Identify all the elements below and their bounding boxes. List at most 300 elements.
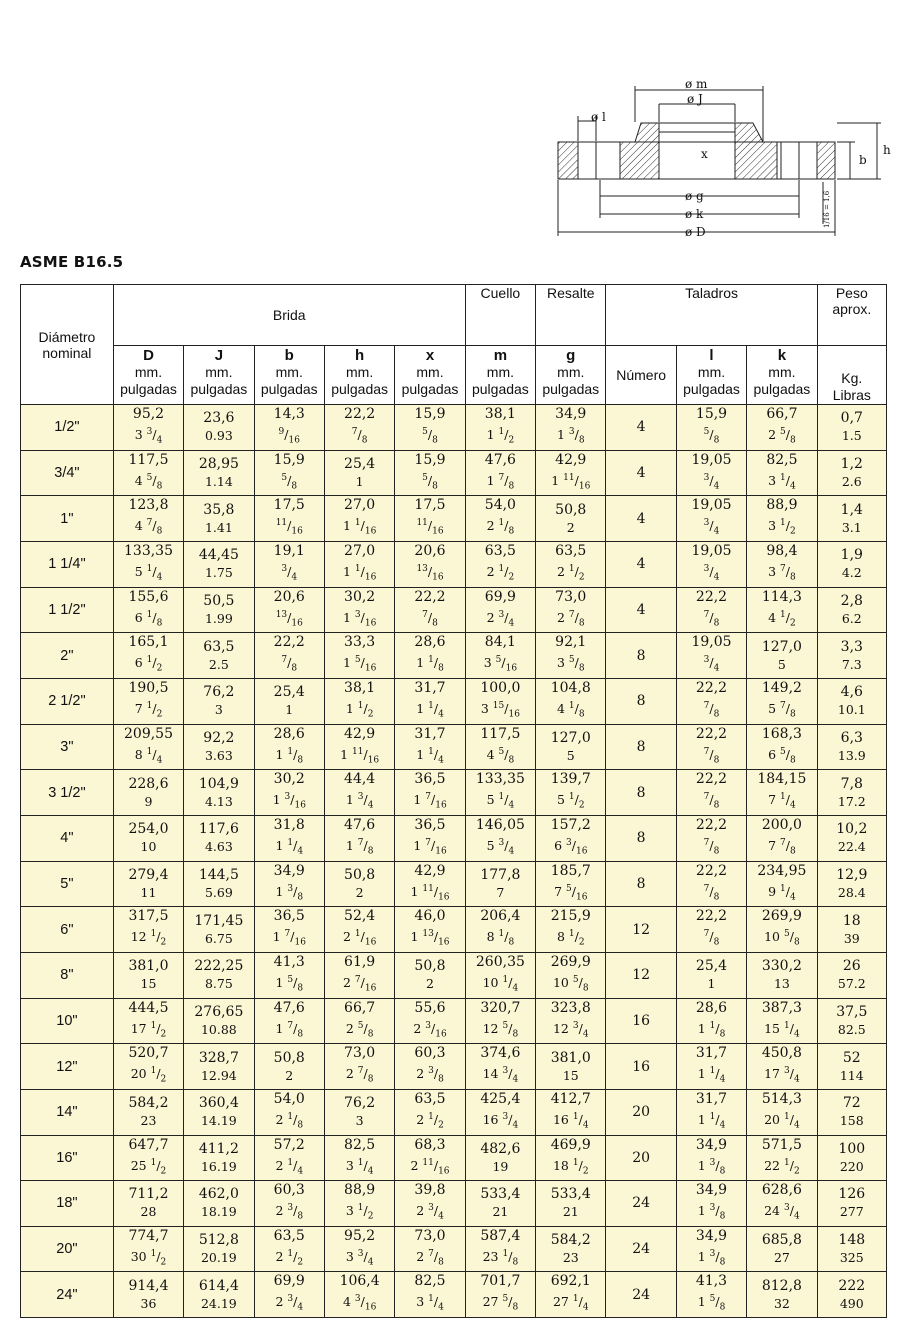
- value-in: 3 $^1/_2$: [345, 1203, 374, 1222]
- value-mm: 42,9: [344, 725, 376, 742]
- value-in: $^7/_8$: [703, 700, 720, 720]
- cell-w: [817, 998, 886, 1044]
- value-mm: 15,9: [414, 451, 446, 468]
- value-mm: 50,8: [344, 866, 376, 883]
- value-in: 18 $^1/_2$: [552, 1157, 589, 1177]
- value-mm: 1,4: [840, 501, 863, 518]
- cell-g: [536, 1044, 606, 1090]
- unit-mm: mm.: [486, 364, 514, 380]
- cell-w: [817, 1044, 886, 1090]
- value-mm: 222: [838, 1277, 866, 1294]
- header-col-k: [747, 346, 817, 405]
- cell-numero: 20: [606, 1089, 676, 1135]
- table-row: [21, 1181, 887, 1227]
- cell-m: [465, 1272, 535, 1318]
- cell-g: [536, 450, 606, 496]
- table-body: [21, 405, 887, 1318]
- value-in: 23 $^1/_8$: [482, 1248, 519, 1268]
- table-row: [21, 1044, 887, 1090]
- value-mm: 17,5: [414, 497, 446, 514]
- value-in: 28: [140, 1204, 157, 1220]
- header-col-d: [113, 346, 183, 405]
- cell-h: [324, 450, 394, 496]
- value-mm: 123,8: [128, 497, 169, 514]
- value-in: 6 $^3/_{16}$: [554, 837, 588, 857]
- value-in: $^3/_4$: [281, 563, 298, 583]
- cell-numero: 8: [606, 815, 676, 861]
- value-mm: 54,0: [273, 1090, 305, 1107]
- value-mm: 60,3: [414, 1045, 446, 1062]
- cell-d: [113, 952, 183, 998]
- value-mm: 47,6: [484, 451, 516, 468]
- symbol-k: k: [777, 347, 787, 364]
- cell-b: [254, 1226, 324, 1272]
- cell-k: [747, 998, 817, 1044]
- table-row: [21, 1226, 887, 1272]
- value-mm: 50,8: [273, 1049, 305, 1066]
- value-mm: 0,7: [840, 410, 863, 427]
- cell-numero: 8: [606, 770, 676, 816]
- value-mm: 155,6: [128, 588, 169, 605]
- cell-d: [113, 998, 183, 1044]
- value-in: 10: [140, 839, 157, 855]
- value-mm: 100,0: [480, 679, 521, 696]
- value-in: 1 $^3/_8$: [697, 1157, 726, 1177]
- value-in: 2 $^3/_4$: [275, 1294, 304, 1314]
- value-in: 17.2: [837, 793, 866, 809]
- value-in: $^5/_8$: [422, 427, 438, 446]
- cell-b: [254, 1181, 324, 1227]
- value-mm: 234,95: [757, 862, 807, 879]
- value-in: 3 $^5/_{16}$: [483, 655, 518, 674]
- cell-j: [184, 1181, 254, 1227]
- cell-b: [254, 587, 324, 633]
- value-mm: 63,5: [555, 542, 587, 559]
- value-in: 1 $^7/_{16}$: [413, 837, 447, 857]
- cell-l: [676, 678, 746, 724]
- value-mm: 31,7: [695, 1090, 728, 1107]
- unit-in: pulgadas: [542, 381, 600, 397]
- cell-x: [395, 998, 465, 1044]
- unit-mm: mm.: [205, 364, 233, 380]
- cell-k: [747, 861, 817, 907]
- value-in: 325: [839, 1250, 864, 1266]
- value-in: 2: [566, 519, 575, 535]
- value-in: 10.1: [837, 702, 866, 718]
- value-mm: 25,4: [695, 958, 728, 975]
- cell-w: [817, 861, 886, 907]
- value-in: $^7/_8$: [422, 609, 438, 629]
- value-mm: 7,8: [840, 775, 863, 792]
- value-mm: 215,9: [550, 908, 591, 925]
- value-in: 7 $^1/_2$: [134, 700, 163, 720]
- table-row: [21, 405, 887, 451]
- value-mm: 149,2: [761, 679, 802, 696]
- cell-d: [113, 861, 183, 907]
- value-in: 2.5: [208, 656, 229, 672]
- value-in: 24 $^3/_4$: [764, 1203, 800, 1222]
- cell-l: [676, 1226, 746, 1272]
- value-mm: 222,25: [194, 958, 244, 975]
- cell-j: [184, 998, 254, 1044]
- value-in: 220: [839, 1158, 864, 1174]
- cell-b: [254, 450, 324, 496]
- value-in: 4.13: [204, 793, 233, 809]
- value-in: 3 $^1/_4$: [345, 1157, 374, 1177]
- value-mm: 63,5: [414, 1090, 446, 1107]
- value-in: 12.94: [200, 1067, 237, 1083]
- table-row: [21, 450, 887, 496]
- cell-m: [465, 815, 535, 861]
- cell-x: [395, 1044, 465, 1090]
- value-in: 28.4: [837, 884, 866, 900]
- value-mm: 69,9: [484, 588, 516, 605]
- cell-x: [395, 1089, 465, 1135]
- value-in: 1 $^5/_8$: [697, 1294, 726, 1314]
- value-in: $^7/_8$: [703, 883, 720, 903]
- value-mm: 52: [842, 1049, 861, 1066]
- value-in: 2.6: [841, 473, 862, 489]
- cell-b: [254, 541, 324, 587]
- value-mm: 19,05: [691, 451, 732, 468]
- value-in: 1 $^1/_4$: [416, 700, 444, 720]
- cell-nominal: 1/2": [21, 405, 114, 451]
- value-mm: 44,45: [198, 547, 239, 564]
- cell-w: [817, 1272, 886, 1318]
- cell-l: [676, 450, 746, 496]
- cell-k: [747, 1226, 817, 1272]
- cell-numero: 20: [606, 1135, 676, 1181]
- value-in: 5: [566, 747, 575, 763]
- value-mm: 127,0: [761, 638, 802, 655]
- cell-k: [747, 405, 817, 451]
- value-mm: 34,9: [273, 862, 305, 879]
- table-row: [21, 907, 887, 953]
- value-in: 3 $^3/_4$: [134, 427, 163, 446]
- header-brida: Brida: [113, 285, 465, 346]
- value-mm: 200,0: [761, 816, 802, 833]
- value-mm: 20,6: [273, 588, 305, 605]
- cell-x: [395, 450, 465, 496]
- cell-j: [184, 952, 254, 998]
- table-row: [21, 861, 887, 907]
- cell-m: [465, 861, 535, 907]
- cell-h: [324, 952, 394, 998]
- cell-numero: 4: [606, 541, 676, 587]
- cell-h: [324, 770, 394, 816]
- value-mm: 76,2: [203, 684, 235, 701]
- value-mm: 614,4: [198, 1277, 239, 1294]
- value-mm: 66,7: [344, 999, 376, 1016]
- cell-h: [324, 907, 394, 953]
- value-in: 5: [777, 656, 786, 672]
- cell-k: [747, 587, 817, 633]
- cell-nominal: 6": [21, 907, 114, 953]
- value-in: 1 $^3/_{16}$: [272, 792, 306, 811]
- value-mm: 30,2: [344, 588, 376, 605]
- value-in: 13.9: [837, 747, 866, 763]
- unit-mm: mm.: [768, 364, 796, 380]
- cell-k: [747, 815, 817, 861]
- header-col-x: [395, 346, 465, 405]
- cell-w: [817, 952, 886, 998]
- cell-w: [817, 815, 886, 861]
- value-mm: 165,1: [128, 634, 169, 651]
- unit-mm: mm.: [697, 364, 726, 380]
- sub-header-row: [21, 346, 887, 405]
- cell-m: [465, 405, 535, 451]
- value-in: 15: [562, 1067, 579, 1083]
- cell-m: [465, 450, 535, 496]
- cell-l: [676, 541, 746, 587]
- cell-m: [465, 1044, 535, 1090]
- value-in: 2 $^1/_2$: [486, 563, 515, 583]
- value-mm: 647,7: [128, 1136, 169, 1153]
- value-mm: 31,7: [695, 1045, 728, 1062]
- cell-k: [747, 907, 817, 953]
- value-mm: 15,9: [414, 406, 446, 422]
- value-mm: 571,5: [761, 1136, 802, 1153]
- table-row: [21, 678, 887, 724]
- value-in: 2 $^3/_4$: [486, 609, 515, 629]
- value-in: 7.3: [841, 656, 862, 672]
- value-mm: 34,9: [555, 406, 587, 422]
- value-in: 1 $^7/_8$: [275, 1020, 304, 1040]
- cell-w: [817, 587, 886, 633]
- unit-in: pulgadas: [401, 381, 459, 397]
- value-mm: 95,2: [132, 406, 165, 422]
- value-mm: 12,9: [836, 866, 868, 883]
- cell-x: [395, 770, 465, 816]
- value-mm: 31,8: [273, 816, 305, 833]
- cell-m: [465, 1135, 535, 1181]
- value-mm: 330,2: [761, 958, 802, 975]
- cell-h: [324, 496, 394, 542]
- value-mm: 520,7: [128, 1045, 169, 1062]
- value-in: 2 $^{11}/_{16}$: [410, 1157, 450, 1177]
- symbol-m: m: [493, 347, 508, 364]
- cell-d: [113, 815, 183, 861]
- cell-nominal: 14": [21, 1089, 114, 1135]
- cell-d: [113, 450, 183, 496]
- value-in: 1 $^1/_{16}$: [342, 518, 377, 537]
- cell-h: [324, 724, 394, 770]
- value-mm: 117,6: [198, 821, 239, 838]
- table-row: [21, 1089, 887, 1135]
- value-mm: 444,5: [128, 999, 169, 1016]
- cell-w: [817, 1135, 886, 1181]
- value-in: 3 $^{15}/_{16}$: [480, 700, 520, 720]
- cell-x: [395, 541, 465, 587]
- value-in: 9 $^1/_4$: [768, 883, 796, 903]
- value-mm: 1,9: [840, 547, 863, 564]
- cell-h: [324, 1044, 394, 1090]
- value-mm: 450,8: [761, 1045, 802, 1062]
- cell-h: [324, 1089, 394, 1135]
- cell-h: [324, 1226, 394, 1272]
- value-mm: 425,4: [480, 1090, 521, 1107]
- value-mm: 387,3: [761, 999, 802, 1016]
- table-row: [21, 496, 887, 542]
- value-in: 10 $^5/_8$: [764, 929, 800, 948]
- unit-in: pulgadas: [190, 381, 248, 397]
- value-mm: 17,5: [273, 497, 305, 514]
- cell-w: [817, 450, 886, 496]
- cell-numero: 4: [606, 587, 676, 633]
- cell-x: [395, 1226, 465, 1272]
- value-mm: 381,0: [128, 958, 169, 975]
- value-in: 7 $^1/_4$: [768, 792, 796, 811]
- cell-h: [324, 1135, 394, 1181]
- value-mm: 34,9: [695, 1136, 728, 1153]
- value-mm: 254,0: [128, 821, 169, 838]
- flange-dimension-table: [20, 284, 887, 1318]
- value-mm: 100: [838, 1140, 866, 1157]
- value-in: 1 $^5/_{16}$: [342, 655, 377, 674]
- unit-in: pulgadas: [260, 381, 318, 397]
- value-mm: 701,7: [480, 1273, 521, 1290]
- value-mm: 533,4: [480, 1186, 521, 1203]
- cell-g: [536, 861, 606, 907]
- diagram-label-g: ø g: [685, 189, 704, 203]
- cell-b: [254, 405, 324, 451]
- cell-b: [254, 1272, 324, 1318]
- value-mm: 41,3: [695, 1273, 728, 1290]
- cell-numero: 8: [606, 633, 676, 679]
- value-mm: 41,3: [273, 953, 305, 970]
- value-in: 2 $^1/_2$: [416, 1111, 444, 1131]
- value-mm: 22,2: [695, 908, 728, 925]
- value-in: 25 $^1/_2$: [130, 1157, 167, 1177]
- cell-l: [676, 1089, 746, 1135]
- value-mm: 69,9: [273, 1273, 305, 1290]
- cell-h: [324, 633, 394, 679]
- unit-mm: mm.: [557, 364, 585, 380]
- cell-numero: 12: [606, 952, 676, 998]
- standard-title: ASME B16.5: [20, 253, 124, 271]
- value-in: 2 $^3/_8$: [416, 1066, 444, 1085]
- cell-b: [254, 815, 324, 861]
- cell-b: [254, 724, 324, 770]
- diagram-label-x: x: [701, 147, 708, 161]
- header-col-m: [465, 346, 535, 405]
- value-mm: 44,4: [344, 771, 376, 788]
- value-mm: 19,05: [691, 542, 732, 559]
- value-in: 39: [843, 930, 860, 946]
- value-mm: 46,0: [414, 908, 446, 925]
- cell-b: [254, 1089, 324, 1135]
- cell-h: [324, 815, 394, 861]
- cell-g: [536, 907, 606, 953]
- value-mm: 10,2: [836, 821, 868, 838]
- header-col-j: [184, 346, 254, 405]
- value-in: $^3/_4$: [703, 655, 720, 674]
- value-mm: 42,9: [555, 451, 587, 468]
- value-mm: 23,6: [203, 410, 235, 427]
- value-mm: 4,6: [840, 684, 863, 701]
- value-in: 4 $^3/_{16}$: [342, 1294, 377, 1314]
- value-mm: 360,4: [198, 1095, 239, 1112]
- diagram-label-b: b: [859, 153, 867, 167]
- cell-nominal: 20": [21, 1226, 114, 1272]
- value-mm: 73,0: [555, 588, 587, 605]
- cell-m: [465, 633, 535, 679]
- value-in: 158: [839, 1113, 864, 1129]
- value-in: 5 $^3/_4$: [486, 837, 515, 857]
- value-in: 1 $^{11}/_{16}$: [340, 746, 380, 766]
- cell-d: [113, 633, 183, 679]
- cell-l: [676, 724, 746, 770]
- cell-d: [113, 678, 183, 724]
- value-mm: 50,8: [414, 958, 446, 975]
- cell-j: [184, 861, 254, 907]
- cell-x: [395, 678, 465, 724]
- cell-d: [113, 1135, 183, 1181]
- value-in: 1: [285, 702, 294, 718]
- cell-m: [465, 952, 535, 998]
- value-in: 2: [426, 976, 434, 992]
- value-mm: 114,3: [761, 588, 802, 605]
- cell-b: [254, 770, 324, 816]
- table-row: [21, 952, 887, 998]
- cell-l: [676, 405, 746, 451]
- value-in: 1 $^3/_8$: [697, 1203, 726, 1222]
- value-mm: 584,2: [550, 1232, 591, 1249]
- header-nominal: Diámetro nominal: [21, 285, 114, 405]
- cell-m: [465, 587, 535, 633]
- value-mm: 15,9: [695, 406, 728, 422]
- unit-mm: mm.: [416, 364, 444, 380]
- cell-g: [536, 405, 606, 451]
- symbol-b: b: [284, 347, 294, 364]
- value-mm: 37,5: [836, 1003, 868, 1020]
- cell-g: [536, 1181, 606, 1227]
- cell-x: [395, 1181, 465, 1227]
- cell-l: [676, 1135, 746, 1181]
- value-in: 32: [773, 1295, 790, 1311]
- value-mm: 584,2: [128, 1095, 169, 1112]
- cell-g: [536, 1135, 606, 1181]
- value-mm: 82,5: [414, 1273, 446, 1290]
- value-mm: 25,4: [273, 684, 305, 701]
- value-mm: 72: [842, 1095, 861, 1112]
- value-in: 8 $^1/_2$: [556, 929, 585, 948]
- cell-numero: 24: [606, 1272, 676, 1318]
- unit-libras: Libras: [832, 387, 871, 403]
- cell-h: [324, 405, 394, 451]
- value-in: 3 $^1/_4$: [768, 472, 796, 492]
- cell-k: [747, 952, 817, 998]
- cell-k: [747, 496, 817, 542]
- value-in: 20 $^1/_4$: [764, 1111, 800, 1131]
- value-in: 1 $^3/_8$: [556, 427, 585, 446]
- value-mm: 512,8: [198, 1232, 239, 1249]
- cell-k: [747, 770, 817, 816]
- cell-k: [747, 678, 817, 724]
- table-row: [21, 1135, 887, 1181]
- value-mm: 104,8: [550, 679, 591, 696]
- value-mm: 61,9: [344, 953, 376, 970]
- value-mm: 209,55: [124, 725, 173, 742]
- symbol-j: J: [214, 347, 224, 364]
- cell-numero: 8: [606, 861, 676, 907]
- value-mm: 374,6: [480, 1045, 521, 1062]
- value-mm: 533,4: [550, 1186, 591, 1203]
- value-in: 490: [839, 1295, 864, 1311]
- cell-j: [184, 633, 254, 679]
- value-mm: 52,4: [344, 908, 376, 925]
- cell-l: [676, 770, 746, 816]
